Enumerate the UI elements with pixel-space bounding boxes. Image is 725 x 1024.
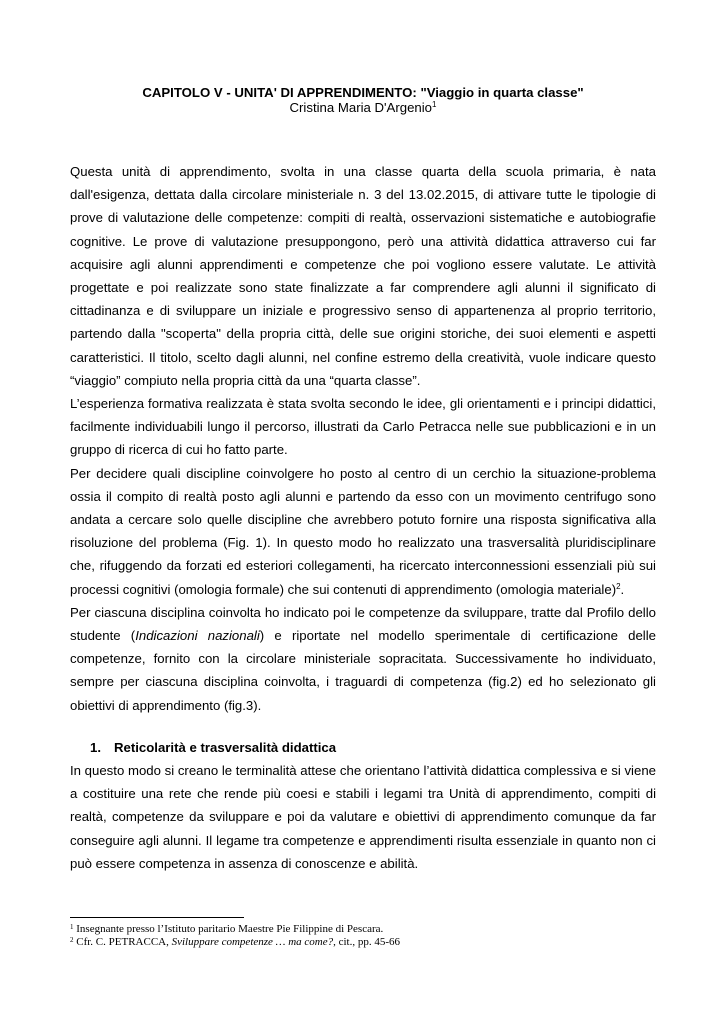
footnote-1-text: Insegnante presso l’Istituto paritario Maestre Pie Filippine di Pescara. [76,923,384,935]
footnote-ref-1[interactable]: 1 [432,100,437,109]
footnote-2-post: , cit., pp. 45-66 [333,936,401,948]
paragraph-4 [70,601,656,717]
footnote-1-marker: 1 [70,923,74,931]
paragraph-4-part2: ) e riportate nel modello sperimentale di certificazione delle competenze, fornito con la circolare ministeriale sopracitata. Successivamente ho individuato, sempre per ciascuna disciplina coinvolta, i traguardi di competenza (fig.2) ed ho selezionato gli obiettivi di apprendimento (fig.3). [70,628,656,713]
chapter-title: CAPITOLO V - UNITA' DI APPRENDIMENTO: "Viaggio in quarta classe" [142,85,584,100]
author-line [70,100,656,116]
footnote-1 [70,923,656,936]
footnote-2-marker: 2 [70,936,74,944]
section-number: 1. [90,740,101,755]
paragraph-3-text: Per decidere quali discipline coinvolgere ho posto al centro di un cerchio la situazione-problema ossia il compito di realtà posto agli alunni e partendo da esso con un movimento centrifugo sono andata a cercare solo quelle discipline che avrebbero potuto fornire una risposta significativa alla risoluzione del problema (Fig. 1). In questo modo ho realizzato una trasversalità pluridisciplinare che, rifuggendo da forzati ed esteriori collegamenti, ha ricercato interconnessioni essenziali più sui processi cognitivi (omologia formale) che sui contenuti di apprendimento (omologia materiale) [70,465,656,597]
footnote-2-italic: Sviluppare competenze … ma come? [171,936,334,948]
paragraph-3 [70,462,656,601]
paragraph-1: Questa unità di apprendimento, svolta in una classe quarta della scuola primaria, è nata dall'esigenza, dettata dalla circolare ministeriale n. 3 del 13.02.2015, di attivare tutte le tipologie di prove di valutazione delle competenze: compiti di realtà, osservazioni sistematiche e autobiografie cognitive. Le prove di valutazione presuppongono, però una attività didattica attraverso cui far acquisire agli alunni apprendimenti e competenze che poi vogliono essere valutate. Le attività progettate e poi realizzate sono state finalizzate a far comprendere agli alunni il significato di cittadinanza e di sviluppare un iniziale e progressivo senso di appartenenza al proprio territorio, partendo dalla "scoperta" della propria città, delle sue origini storiche, dei suoi elementi e aspetti caratteristici. Il titolo, scelto dagli alunni, nel confine estremo della creatività, vuole indicare questo “viaggio” compiuto nella propria città da una “quarta classe”. [70,164,656,388]
paragraph-2: L’esperienza formativa realizzata è stata svolta secondo le idee, gli orientamenti e i principi didattici, facilmente individuabili lungo il percorso, illustrati da Carlo Petracca nelle sue pubblicazioni e in un gruppo di ricerca di cui ho fatto parte. [70,396,656,458]
paragraph-3-end: . [620,581,625,597]
section-title: Reticolarità e trasversalità didattica [114,740,337,755]
author-name: Cristina Maria D'Argenio [289,100,433,115]
footnote-ref-2[interactable]: 2 [616,581,621,591]
section-body [70,759,656,875]
footnote-2 [70,936,656,949]
paragraph-4-part1: Per ciascuna disciplina coinvolta ho indicato poi le competenze da sviluppare, tratte dal Profilo dello studente ( [70,604,656,644]
footnotes [70,923,656,949]
section-heading [90,737,336,759]
section-paragraph: In questo modo si creano le terminalità attese che orientano l’attività didattica complessiva e si viene a costituire una rete che rende più coesi e stabili i legami tra Unità di apprendimento, compiti di realtà, competenze da sviluppare e poi da valutare e obiettivi di apprendimento comunque da far conseguire agli alunni. Il legame tra competenze e apprendimenti risulta essenziale in quanto non ci può essere competenza in assenza di conoscenze e abilità. [70,763,656,871]
footnote-2-pre: Cfr. C. PETRACCA, [76,936,172,948]
paragraph-4-italic: Indicazioni nazionali [135,628,260,644]
footnote-separator [70,917,244,918]
body-text [70,160,656,717]
